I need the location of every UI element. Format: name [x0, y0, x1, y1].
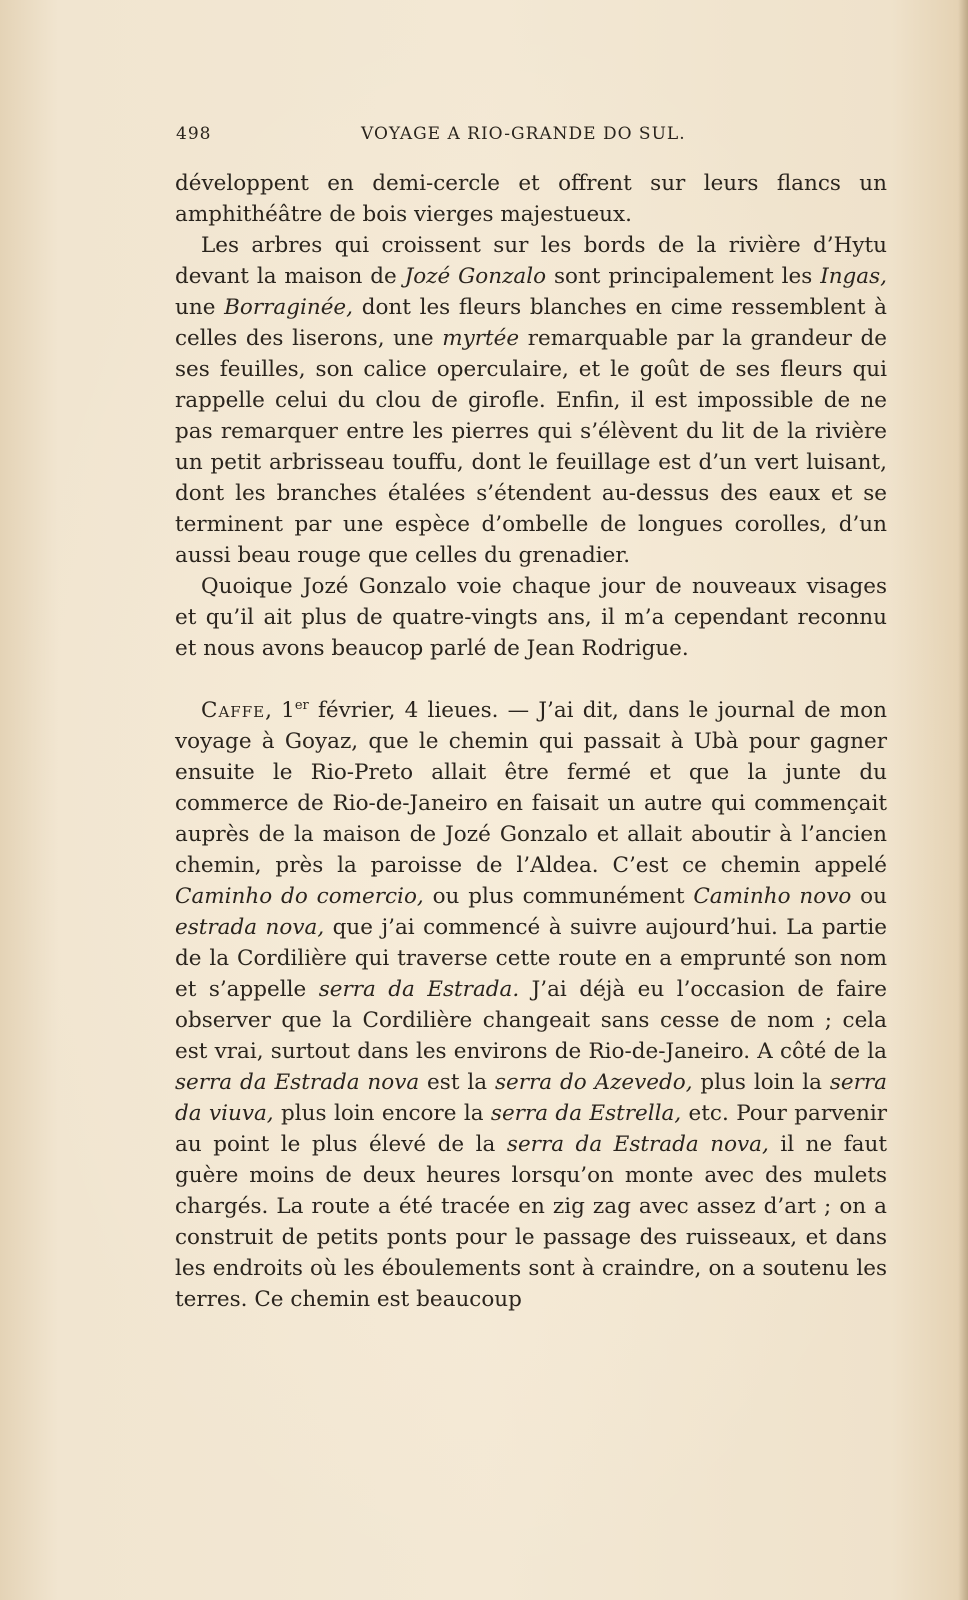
body-text [175, 168, 887, 1315]
journal-entry-caffe: Caffe, 1er février, 4 lieues. — J’ai dit, dans le journal de mon voyage à Goyaz, que le chemin qui passait à Ubà pour gagner ensuite le Rio-Preto allait être fermé et que la junte du commerce de Rio-de-Janeiro en faisait un autre qui commençait auprès de la maison de Jozé Gonzalo et allait aboutir à l’ancien chemin, près la paroisse de l’Aldea. C’est ce chemin appelé Caminho do comercio, ou plus communément Caminho novo ou estrada nova, que j’ai commencé à suivre aujourd’hui. La partie de la Cordilière qui traverse cette route en a emprunté son nom et s’appelle serra da Estrada. J’ai déjà eu l’occasion de faire observer que la Cordilière changeait sans cesse de nom ; cela est vrai, surtout dans les environs de Rio-de-Janeiro. A côté de la serra da Estrada nova est la serra do Azevedo, plus loin la serra da viuva, plus loin encore la serra da Estrella, etc. Pour parvenir au point le plus élevé de la serra da Estrada nova, il ne faut guère moins de deux heures lorsqu’on monte avec des mulets chargés. La route a été tracée en zig zag avec assez d’art ; on a construit de petits ponts pour le passage des ruisseaux, et dans les endroits où les éboulements sont à craindre, on a soutenu les terres. Ce chemin est beaucoup [175, 697, 887, 1312]
entry-place: Caffe [201, 698, 266, 723]
paragraph-continuation: développent en demi-cercle et offrent sur leurs flancs un amphithéâtre de bois vierges majestueux. [175, 171, 887, 227]
running-head [176, 120, 886, 150]
running-head-title: VOYAGE A RIO-GRANDE DO SUL. [361, 124, 686, 144]
page-edge-shadow [958, 0, 968, 1600]
paragraph-trees: Les arbres qui croissent sur les bords de la rivière d’Hytu devant la maison de Jozé Gonzalo sont principalement les Ingas, une Borraginée, dont les fleurs blanches en cime ressemblent à celles des liserons, une myrtée remarquable par la grandeur de ses feuilles, son calice operculaire, et le goût de ses fleurs qui rappelle celui du clou de girofle. Enfin, il est impossible de ne pas remarquer entre les pierres qui s’élèvent du lit de la rivière un petit arbrisseau touffu, dont le feuillage est d’un vert luisant, dont les branches étalées s’étendent au-dessus des eaux et se terminent par une espèce d’ombelle de longues corolles, d’un aussi beau rouge que celles du grenadier. [175, 233, 887, 568]
paragraph-jose-gonzalo: Quoique Jozé Gonzalo voie chaque jour de nouveaux visages et qu’il ait plus de quatre-vingts ans, il m’a cependant reconnu et nous avons beaucop parlé de Jean Rodrigue. [175, 574, 887, 661]
page-number: 498 [176, 124, 212, 144]
